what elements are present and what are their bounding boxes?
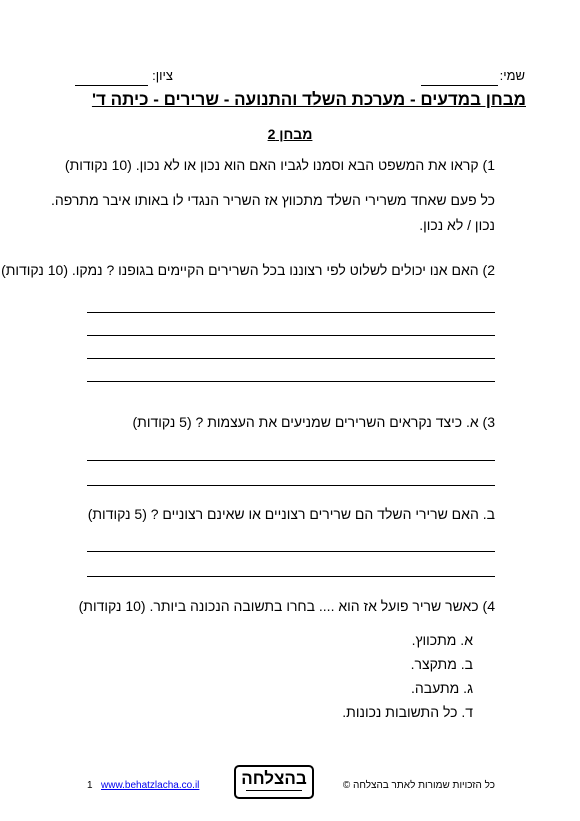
answer-line[interactable] — [87, 485, 495, 486]
option-c[interactable]: ג. מתעבה. — [411, 680, 473, 696]
answer-line[interactable] — [87, 358, 495, 359]
logo-underline — [246, 790, 302, 791]
option-a[interactable]: א. מתכווץ. — [411, 632, 473, 648]
answer-line[interactable] — [87, 381, 495, 382]
answer-line[interactable] — [87, 312, 495, 313]
question-3b-prompt: ב. האם שרירי השלד הם שרירים רצוניים או שאינם רצוניים ? (5 נקודות) — [87, 506, 495, 522]
page-title: מבחן במדעים - מערכת השלד והתנועה - שרירים - כיתה ד' — [91, 90, 526, 109]
question-1-choices[interactable]: נכון / לא נכון. — [419, 217, 495, 233]
answer-line[interactable] — [87, 460, 495, 461]
option-d[interactable]: ד. כל התשובות נכונות. — [342, 704, 473, 720]
question-3a-prompt: 3) א. כיצד נקראים השרירים שמניעים את העצמות ? (5 נקודות) — [132, 414, 495, 430]
answer-line[interactable] — [87, 576, 495, 577]
answer-line[interactable] — [87, 335, 495, 336]
logo — [234, 765, 314, 799]
question-4-prompt: 4) כאשר שריר פועל אז הוא .... בחרו בתשובה הנכונה ביותר. (10 נקודות) — [78, 598, 495, 614]
option-b[interactable]: ב. מתקצר. — [410, 656, 473, 672]
answer-line[interactable] — [87, 551, 495, 552]
copyright-notice: כל הזכויות שמורות לאתר בהצלחה © — [342, 780, 495, 791]
question-1-statement: כל פעם שאחד משרירי השלד מתכווץ אז השריר הנגדי לו באותו איבר מתרפה. — [51, 192, 495, 208]
question-1-prompt: 1) קראו את המשפט הבא וסמנו לגביו האם הוא נכון או לא נכון. (10 נקודות) — [64, 157, 495, 173]
page-number: 1 — [87, 780, 93, 791]
name-field-line[interactable] — [421, 85, 498, 86]
website-link[interactable]: www.behatzlacha.co.il — [101, 780, 200, 791]
name-label: שמי: — [499, 68, 525, 83]
question-2-prompt: 2) האם אנו יכולים לשלוט לפי רצוננו בכל השרירים הקיימים בגופנו ? נמקו. (10 נקודות) — [1, 262, 495, 278]
grade-field-line[interactable] — [75, 85, 148, 86]
grade-label: ציון: — [152, 68, 173, 83]
logo-text: בהצלחה — [241, 769, 307, 788]
exam-subtitle: מבחן 2 — [267, 126, 313, 142]
